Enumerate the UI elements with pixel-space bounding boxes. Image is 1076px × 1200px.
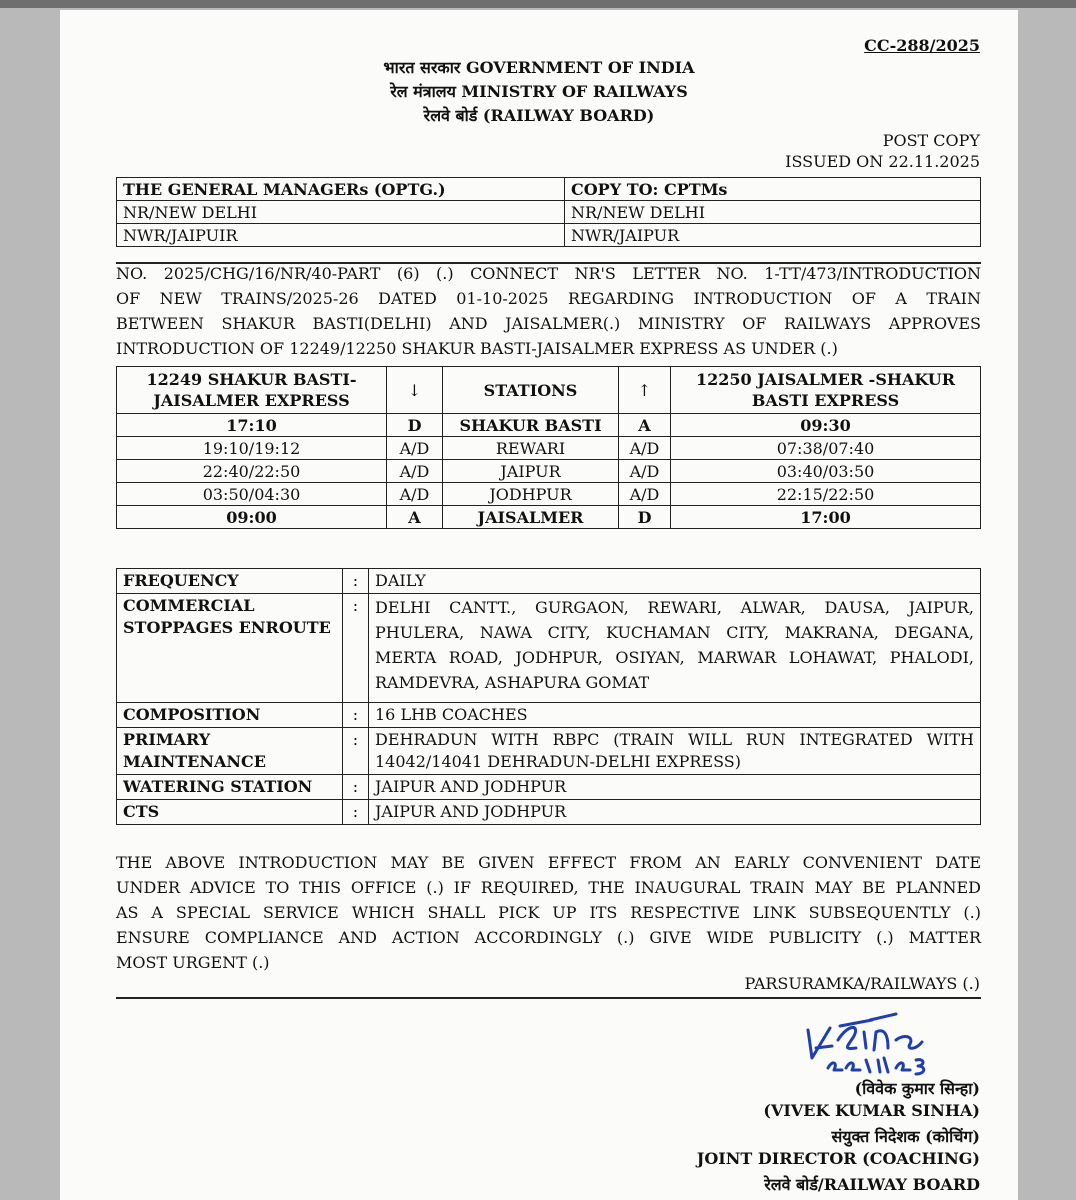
detail-colon: : [343, 569, 369, 594]
up-code: A/D [619, 437, 671, 460]
timetable [116, 366, 981, 529]
document-number: CC-288/2025 [864, 36, 980, 55]
up-time: 09:30 [671, 414, 981, 437]
screen-top-edge [0, 0, 1076, 8]
timetable-row [117, 483, 981, 506]
down-code: A/D [387, 460, 443, 483]
down-time: 03:50/04:30 [117, 483, 387, 506]
down-train-heading: 12249 SHAKUR BASTI-JAISALMER EXPRESS [117, 367, 387, 414]
header-line-2: रेल मंत्रालय MINISTRY OF RAILWAYS [390, 82, 688, 101]
detail-label: PRIMARY MAINTENANCE [117, 728, 343, 775]
down-time: 17:10 [117, 414, 387, 437]
header-line-3: रेलवे बोर्ड (RAILWAY BOARD) [423, 106, 655, 125]
closing-line: THE ABOVE INTRODUCTION MAY BE GIVEN EFFECT FROM AN EARLY CONVENIENT DATE [116, 853, 981, 872]
down-code: A/D [387, 437, 443, 460]
details-row [117, 728, 981, 775]
intro-paragraph [116, 261, 981, 361]
down-code: D [387, 414, 443, 437]
divider-rule [116, 997, 981, 999]
post-copy-label: POST COPY [882, 131, 980, 150]
down-code: A/D [387, 483, 443, 506]
details-row [117, 775, 981, 800]
intro-line: NO. 2025/CHG/16/NR/40-PART (6) (.) CONNECT NR'S LETTER NO. 1-TT/473/INTRODUCTION [116, 264, 981, 283]
detail-colon: : [343, 728, 369, 775]
detail-colon: : [343, 800, 369, 825]
detail-label: COMMERCIAL STOPPAGES ENROUTE [117, 594, 343, 703]
intro-line: OF NEW TRAINS/2025-26 DATED 01-10-2025 REGARDING INTRODUCTION OF A TRAIN [116, 289, 981, 308]
timetable-row [117, 506, 981, 529]
issued-on-date: ISSUED ON 22.11.2025 [785, 152, 980, 171]
copy-cell: NR/NEW DELHI [565, 201, 981, 224]
timetable-row [117, 460, 981, 483]
down-time: 22:40/22:50 [117, 460, 387, 483]
to-cell: NWR/JAIPUIR [117, 224, 565, 247]
details-table [116, 568, 981, 825]
down-time: 09:00 [117, 506, 387, 529]
closing-line: UNDER ADVICE TO THIS OFFICE (.) IF REQUIRED, THE INAUGURAL TRAIN MAY BE PLANNED [116, 878, 981, 897]
timetable-row [117, 414, 981, 437]
detail-value: DEHRADUN WITH RBPC (TRAIN WILL RUN INTEGRATED WITH 14042/14041 DEHRADUN-DELHI EXPRESS) [369, 728, 981, 775]
document-page [60, 10, 1018, 1200]
detail-value: DELHI CANTT., GURGAON, REWARI, ALWAR, DAUSA, JAIPUR, PHULERA, NAWA CITY, KUCHAMAN CITY, MAKRANA, DEGANA, MERTA ROAD, JODHPUR, OSIYAN, MARWAR LOHAWAT, PHALODI, RAMDEVRA, ASHAPURA GOMAT [369, 594, 981, 703]
stations-heading: STATIONS [443, 367, 619, 414]
intro-line: INTRODUCTION OF 12249/12250 SHAKUR BASTI-JAISALMER EXPRESS AS UNDER (.) [116, 339, 838, 358]
up-code: A [619, 414, 671, 437]
signatory-name: (VIVEK KUMAR SINHA) [763, 1101, 980, 1120]
detail-value: JAIPUR AND JODHPUR [369, 775, 981, 800]
detail-value: DAILY [369, 569, 981, 594]
detail-colon: : [343, 594, 369, 703]
up-time: 22:15/22:50 [671, 483, 981, 506]
detail-colon: : [343, 703, 369, 728]
up-train-heading: 12250 JAISALMER -SHAKUR BASTI EXPRESS [671, 367, 981, 414]
up-time: 07:38/07:40 [671, 437, 981, 460]
station: REWARI [443, 437, 619, 460]
signatory-name-hindi: (विवेक कुमार सिन्हा) [854, 1079, 980, 1098]
signatory-office: रेलवे बोर्ड/RAILWAY BOARD [764, 1175, 980, 1194]
closing-line: AS A SPECIAL SERVICE WHICH SHALL PICK UP ITS RESPECTIVE LINK SUBSEQUENTLY (.) [116, 903, 981, 922]
detail-label: COMPOSITION [117, 703, 343, 728]
detail-colon: : [343, 775, 369, 800]
to-cell: NR/NEW DELHI [117, 201, 565, 224]
closing-line: MOST URGENT (.) [116, 953, 270, 972]
signatory-designation: JOINT DIRECTOR (COACHING) [696, 1149, 980, 1168]
details-row [117, 800, 981, 825]
station: SHAKUR BASTI [443, 414, 619, 437]
detail-value: 16 LHB COACHES [369, 703, 981, 728]
intro-line: BETWEEN SHAKUR BASTI(DELHI) AND JAISALMER(.) MINISTRY OF RAILWAYS APPROVES [116, 314, 981, 333]
station: JODHPUR [443, 483, 619, 506]
detail-label: WATERING STATION [117, 775, 343, 800]
up-code: A/D [619, 483, 671, 506]
details-row [117, 569, 981, 594]
up-code: A/D [619, 460, 671, 483]
down-arrow-icon: ↓ [387, 367, 443, 414]
closing-paragraph [116, 850, 981, 975]
detail-label: FREQUENCY [117, 569, 343, 594]
sign-off: PARSURAMKA/RAILWAYS (.) [744, 974, 980, 993]
signatory-designation-hindi: संयुक्त निदेशक (कोचिंग) [831, 1127, 980, 1146]
copy-cell: NWR/JAIPUR [565, 224, 981, 247]
details-row [117, 594, 981, 703]
addressee-table [116, 177, 981, 247]
up-arrow-icon: ↑ [619, 367, 671, 414]
station: JAISALMER [443, 506, 619, 529]
timetable-row [117, 437, 981, 460]
detail-label: CTS [117, 800, 343, 825]
detail-value: JAIPUR AND JODHPUR [369, 800, 981, 825]
up-code: D [619, 506, 671, 529]
up-time: 03:40/03:50 [671, 460, 981, 483]
down-code: A [387, 506, 443, 529]
station: JAIPUR [443, 460, 619, 483]
details-row [117, 703, 981, 728]
header-line-1: भारत सरकार GOVERNMENT OF INDIA [383, 58, 695, 77]
up-time: 17:00 [671, 506, 981, 529]
to-heading: THE GENERAL MANAGERs (OPTG.) [117, 178, 565, 201]
closing-line: ENSURE COMPLIANCE AND ACTION ACCORDINGLY (.) GIVE WIDE PUBLICITY (.) MATTER [116, 928, 981, 947]
post-copy-block [660, 130, 980, 172]
down-time: 19:10/19:12 [117, 437, 387, 460]
copy-to-heading: COPY TO: CPTMs [565, 178, 981, 201]
